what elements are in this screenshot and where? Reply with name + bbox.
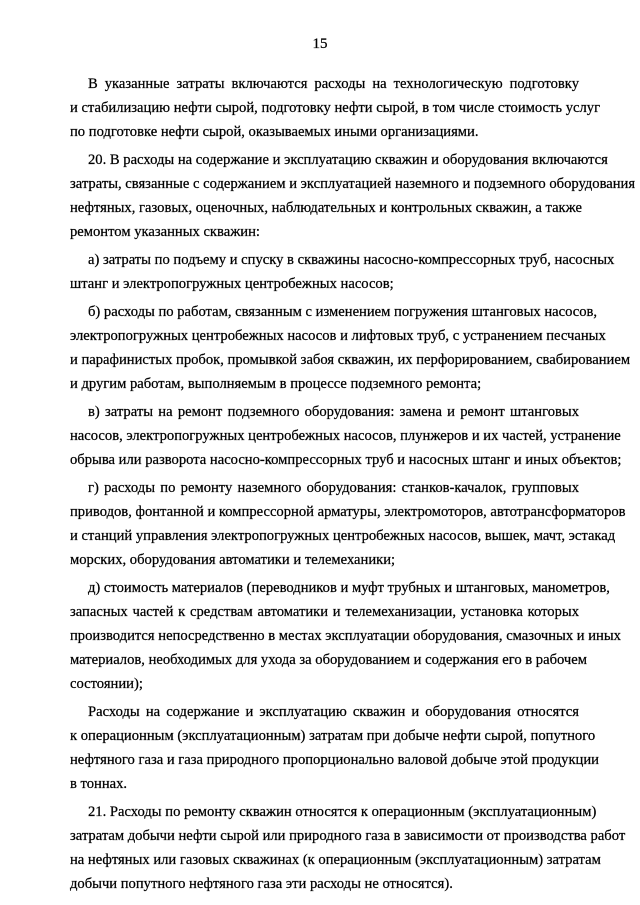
text-line: д) стоимость материалов (переводников и муфт трубных и штанговых, манометров,	[88, 580, 610, 596]
document-body	[70, 72, 636, 900]
text-line: а) затраты по подъему и спуску в скважины насосно-компрессорных труб, насосных	[88, 252, 615, 268]
text-line: и парафинистых пробок, промывкой забоя скважин, их перфорированием, свабированием	[70, 352, 631, 368]
paragraph	[70, 576, 621, 696]
text-line: 20. В расходы на содержание и эксплуатацию скважин и оборудования включаются	[88, 152, 608, 168]
text-line: штанг и электропогружных центробежных насосов;	[70, 276, 394, 292]
text-line: и другим работам, выполняемым в процессе подземного ремонта;	[70, 376, 482, 392]
text-line: Расходы на содержание и эксплуатацию скважин и оборудования относятся	[88, 704, 579, 720]
text-line: и станций управления электропогружных центробежных насосов, вышек, мачт, эстакад	[70, 528, 616, 544]
text-line: в) затраты на ремонт подземного оборудования: замена и ремонт штанговых	[88, 404, 579, 420]
text-line: морских, оборудования автоматики и телемеханики;	[70, 552, 396, 568]
text-line: насосов, электропогружных центробежных насосов, плунжеров и их частей, устранение	[70, 428, 621, 444]
paragraph	[70, 476, 626, 572]
paragraph	[70, 400, 622, 472]
text-line: приводов, фонтанной и компрессорной арматуры, электромоторов, автотрансформаторов	[70, 504, 626, 520]
text-line: затраты, связанные с содержанием и эксплуатацией наземного и подземного оборудования	[70, 176, 636, 192]
text-line: б) расходы по работам, связанным с изменением погружения штанговых насосов,	[88, 304, 598, 320]
text-line: г) расходы по ремонту наземного оборудования: станков-качалок, групповых	[88, 480, 579, 496]
text-line: В указанные затраты включаются расходы на технологическую подготовку	[88, 76, 579, 92]
paragraph	[70, 800, 626, 896]
text-line: на нефтяных или газовых скважинах (к операционным (эксплуатационным) затратам	[70, 852, 601, 868]
text-line: состоянии);	[70, 676, 143, 692]
text-line: затратам добычи нефти сырой или природного газа в зависимости от производства работ	[70, 828, 626, 844]
text-line: нефтяного газа и газа природного пропорционально валовой добыче этой продукции	[70, 752, 599, 768]
paragraph	[70, 700, 599, 796]
text-line: к операционным (эксплуатационным) затратам при добыче нефти сырой, попутного	[70, 728, 596, 744]
paragraph	[70, 148, 636, 244]
page-number: 15	[312, 36, 328, 52]
text-line: производится непосредственно в местах эксплуатации оборудования, смазочных и иных	[70, 628, 621, 644]
text-line: материалов, необходимых для ухода за оборудованием и содержания его в рабочем	[70, 652, 587, 668]
text-line: 21. Расходы по ремонту скважин относятся к операционным (эксплуатационным)	[88, 804, 597, 820]
text-line: и стабилизацию нефти сырой, подготовку нефти сырой, в том числе стоимость услуг	[70, 100, 601, 116]
paragraph	[70, 300, 631, 396]
text-line: добычи попутного нефтяного газа эти расходы не относятся).	[70, 876, 453, 892]
text-line: нефтяных, газовых, оценочных, наблюдательных и контрольных скважин, а также	[70, 200, 583, 216]
text-line: электропогружных центробежных насосов и лифтовых труб, с устранением песчаных	[70, 328, 606, 344]
paragraph	[70, 72, 601, 144]
text-line: по подготовке нефти сырой, оказываемых иными организациями.	[70, 124, 479, 140]
paragraph	[70, 248, 615, 296]
text-line: в тоннах.	[70, 776, 128, 792]
text-line: обрыва или разворота насосно-компрессорных труб и насосных штанг и иных объектов;	[70, 452, 622, 468]
text-line: запасных частей к средствам автоматики и телемеханизации, установка которых	[70, 604, 579, 620]
text-line: ремонтом указанных скважин:	[70, 224, 260, 240]
